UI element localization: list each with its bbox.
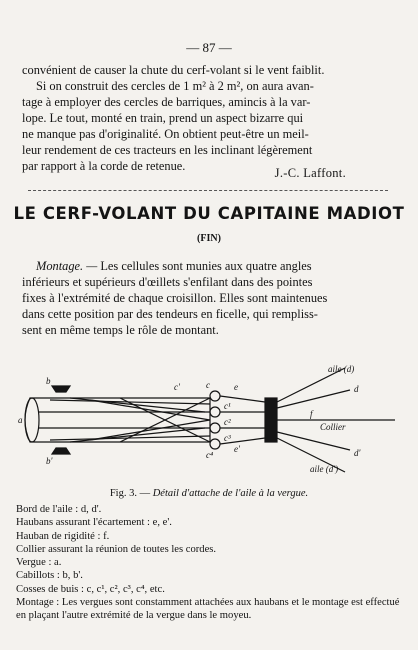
text-line: convénient de causer la chute du cerf-volant si le vent faiblit. bbox=[22, 63, 325, 77]
text-line: lope. Le tout, monté en train, prend un aspect bizarre qui bbox=[22, 111, 304, 125]
thimble bbox=[210, 407, 220, 417]
text-line: tage à employer des cercles de barriques, amincis à la var- bbox=[22, 95, 311, 109]
figure-label: c² bbox=[224, 417, 231, 427]
figure-label: a bbox=[18, 415, 23, 425]
figure-label: c' bbox=[174, 382, 180, 392]
thimble bbox=[210, 439, 220, 449]
lead-word: Montage. — bbox=[36, 259, 98, 273]
figure-label: b bbox=[46, 376, 51, 386]
legend-item: Bord de l'aile : d, d'. bbox=[16, 504, 102, 515]
figure-legend bbox=[16, 503, 400, 623]
section-divider bbox=[28, 190, 388, 191]
article-subtitle: (FIN) bbox=[197, 233, 221, 244]
thimble bbox=[210, 423, 220, 433]
figure-label: e bbox=[234, 382, 238, 392]
figure-label: c⁴ bbox=[206, 450, 214, 460]
spar-end bbox=[25, 398, 39, 442]
caption-text: Détail d'attache de l'aile à la vergue. bbox=[152, 488, 309, 499]
legend-item: Vergue : a. bbox=[16, 557, 62, 569]
legend-item: Cosses de buis : c, c¹, c², c³, c⁴, etc. bbox=[16, 583, 165, 595]
figure-label: c¹ bbox=[224, 401, 231, 411]
legend-item: Haubans assurant l'écartement : e, e'. bbox=[16, 517, 172, 529]
wing-edge bbox=[277, 390, 350, 408]
author-signature: J.-C. Laffont. bbox=[274, 166, 346, 180]
text-line: Si on construit des cercles de 1 m² à 2 m², on aura avan- bbox=[36, 79, 314, 93]
figure-label: d' bbox=[354, 448, 361, 458]
wing-edge bbox=[277, 432, 350, 450]
legend-item: Collier assurant la réunion de toutes les cordes. bbox=[16, 543, 217, 555]
caption-number: Fig. 3. — bbox=[109, 488, 151, 499]
collar bbox=[265, 398, 277, 442]
article-body bbox=[22, 258, 392, 338]
figure-label: b' bbox=[46, 456, 53, 466]
figure-label: c bbox=[206, 380, 210, 390]
figure-label: e' bbox=[234, 444, 240, 454]
figure-label: aile (d') bbox=[310, 464, 339, 474]
figure-label: d bbox=[354, 384, 359, 394]
intro-paragraph bbox=[22, 62, 392, 174]
text-line: dans cette position par des tendeurs en ficelle, qui rempliss- bbox=[22, 307, 318, 321]
text-line: ne manque pas d'originalité. On obtient peut-être un meil- bbox=[22, 127, 309, 141]
thimble bbox=[210, 391, 220, 401]
cleat bbox=[52, 448, 70, 454]
figure-label: aile (d) bbox=[328, 364, 355, 374]
figure-label: c³ bbox=[224, 433, 231, 443]
text-line: sent en même temps le rôle de montant. bbox=[22, 323, 219, 337]
figure-caption bbox=[0, 488, 418, 499]
text-line: par rapport à la corde de retenue. bbox=[22, 159, 186, 173]
text-line: inférieurs et supérieurs d'œillets s'enfilant dans des pointes bbox=[22, 275, 313, 289]
legend-item: Montage : Les vergues sont constamment attachées aux haubans et le montage est effectué en plaçant l'autre extrémité de la vergue dans le moyeu. bbox=[16, 597, 400, 622]
legend-item: Cabillots : b, b'. bbox=[16, 570, 83, 582]
text-line: leur rendement de ces tracteurs en les inclinant légèrement bbox=[22, 143, 313, 157]
article-title: LE CERF-VOLANT DU CAPITAINE MADIOT bbox=[13, 204, 405, 223]
kite-attachment-figure bbox=[10, 360, 410, 480]
cleat bbox=[52, 386, 70, 392]
figure-label: f bbox=[310, 409, 313, 419]
legend-item: Hauban de rigidité : f. bbox=[16, 530, 110, 542]
text-line: fixes à l'extrémité de chaque croisillon. Elles sont maintenues bbox=[22, 291, 328, 305]
figure-label: Collier bbox=[320, 422, 346, 432]
text-line: Les cellules sont munies aux quatre angles bbox=[97, 259, 312, 273]
page-number: — 87 — bbox=[186, 40, 232, 55]
